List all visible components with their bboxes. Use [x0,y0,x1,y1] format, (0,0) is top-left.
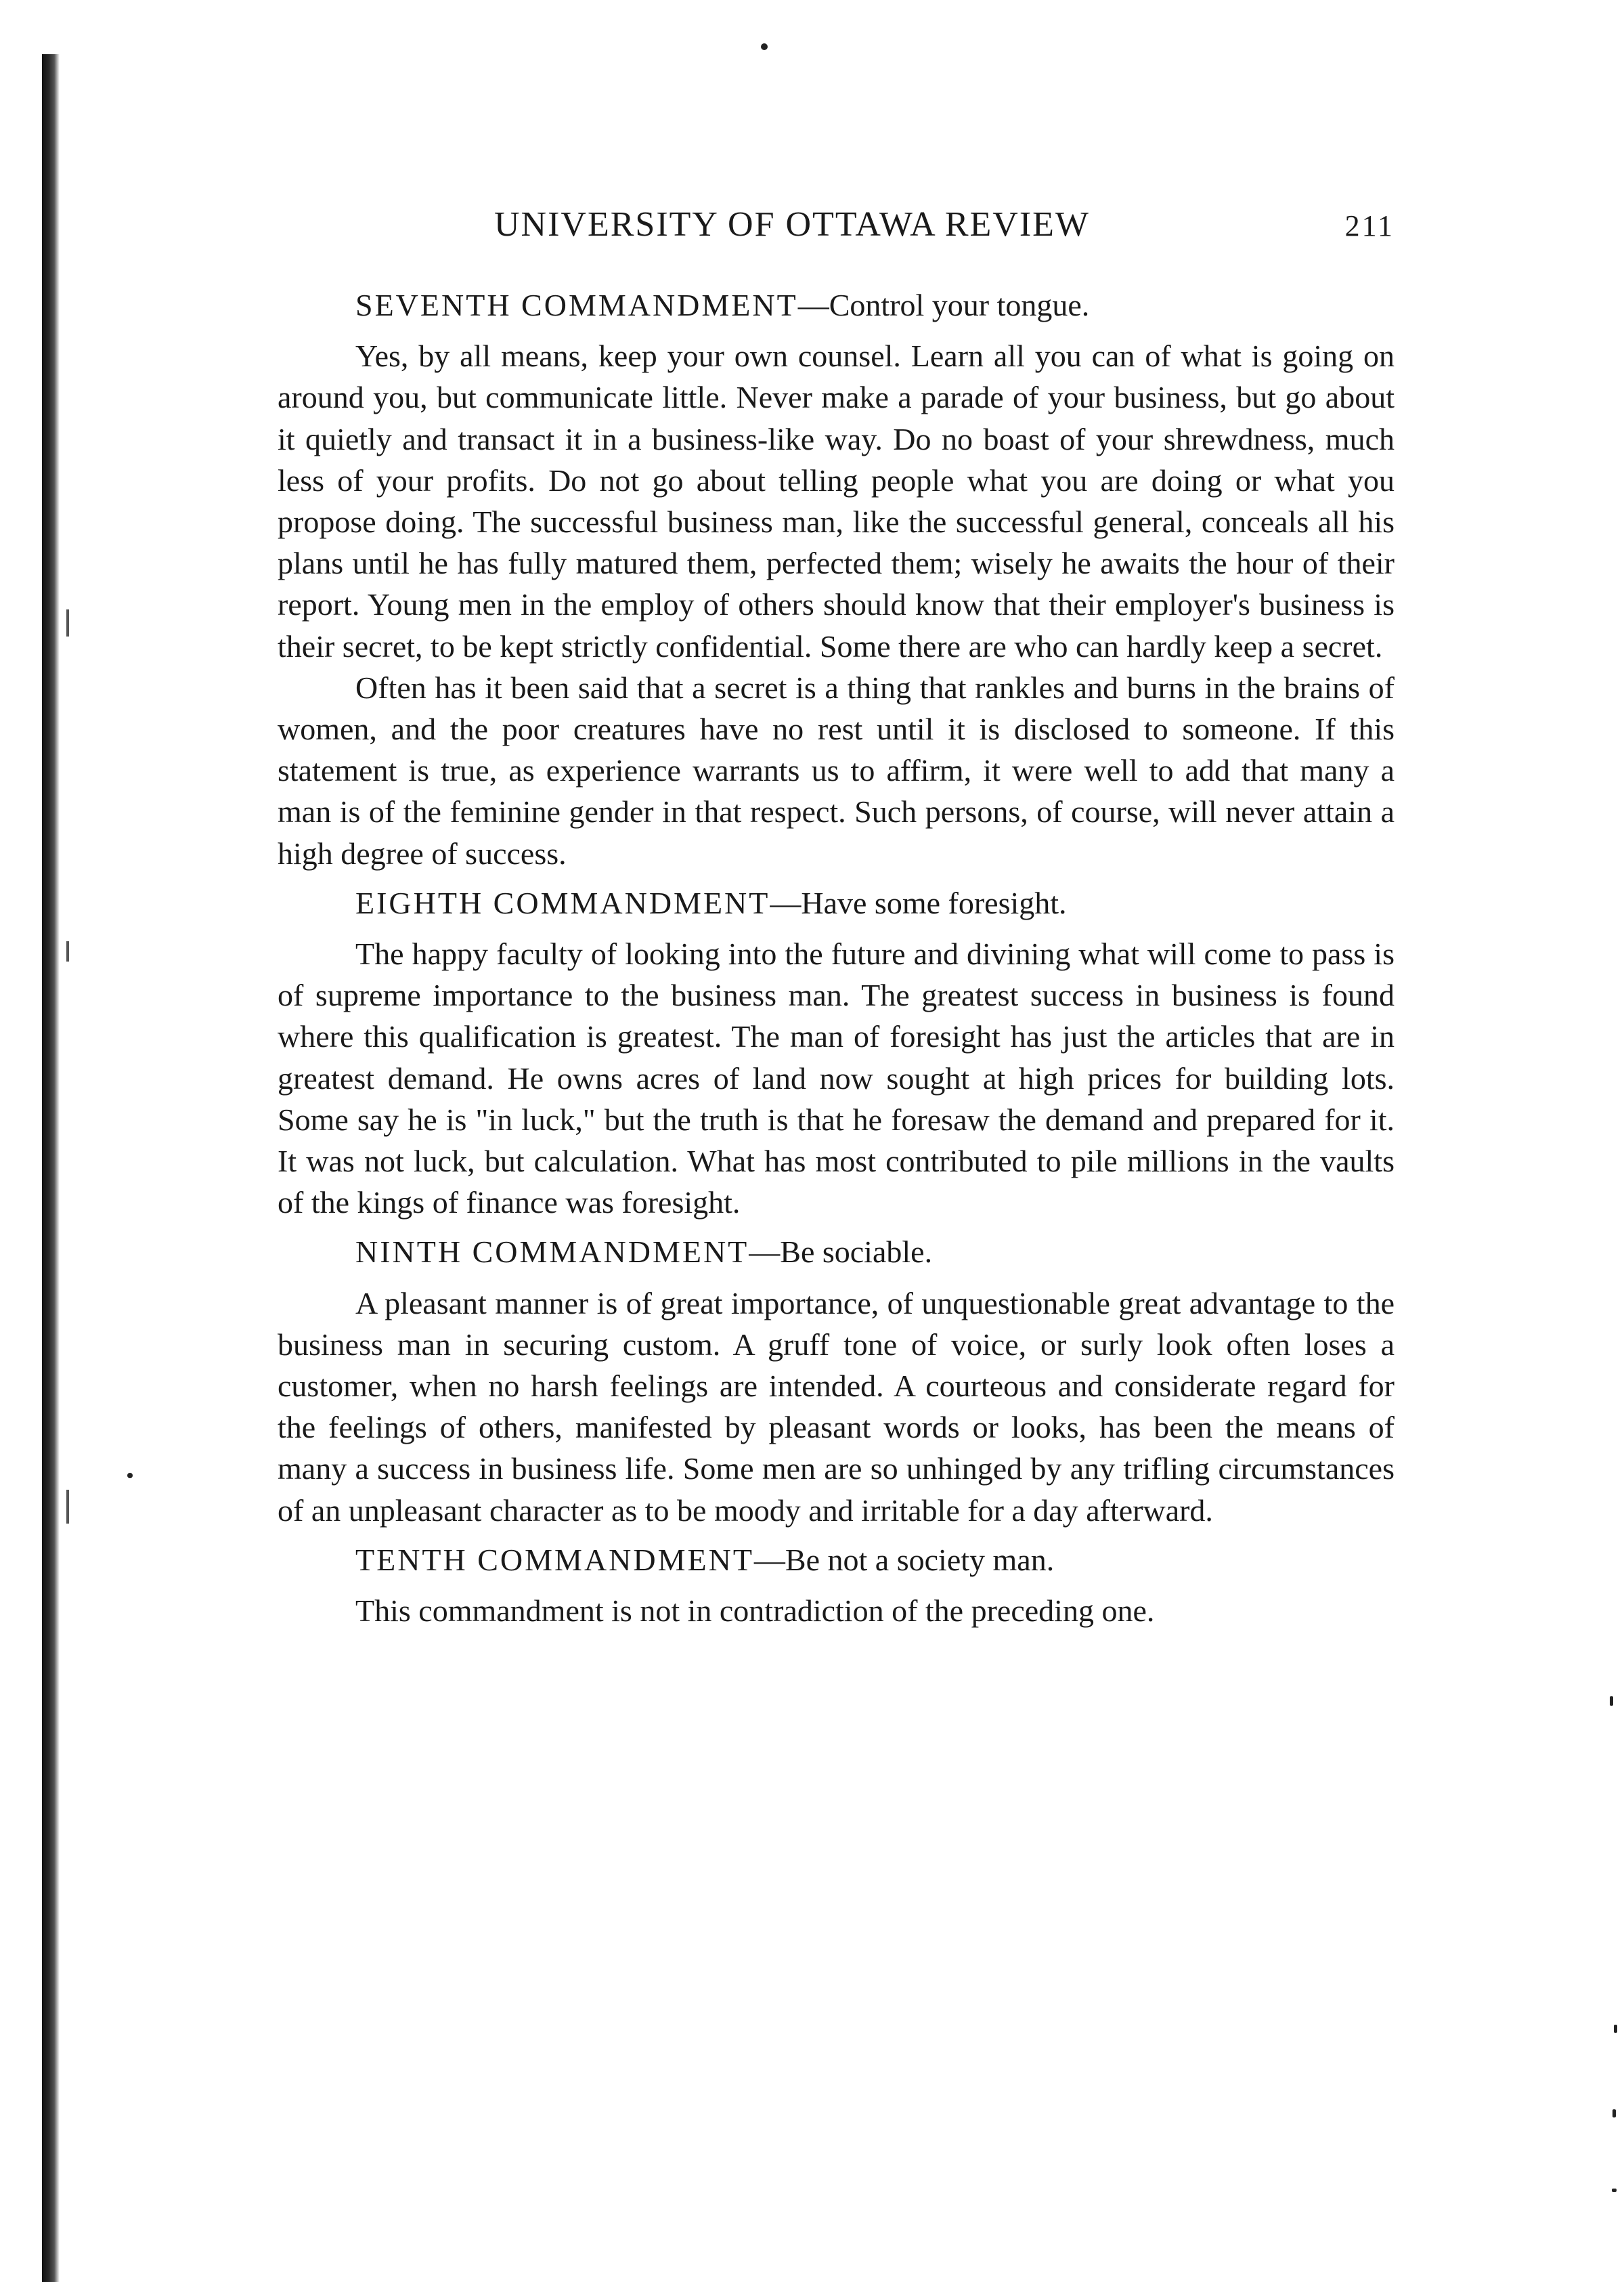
heading-text: —Be not a society man. [753,1542,1055,1577]
paragraph: A pleasant manner is of great importance, of unquestionable great advantage to the business man in securing custom. A gruff tone of voice, or surly look often loses a customer, when no harsh feelings are intended. A courteous and considerate regard for the feelings of others, manifested by pleasant words or looks, has been the means of many a success in business life. Some men are so unhinged by any trifling circumstances of an unpleasant character as to be moody and irritable for a day afterward. [278,1285,1395,1528]
journal-title: UNIVERSITY OF OTTAWA REVIEW [494,205,1090,244]
heading-caps: SEVENTH COMMANDMENT [355,288,798,322]
paragraph: Often has it been said that a secret is a thing that rankles and burns in the brains of women, and the poor creatures have no rest until it is disclosed to someone. If this statement is true, as experience warrants us to affirm, it were well to add that many a man is of the feminine gender in that respect. Such persons, of course, will never attain a high degree of success. [278,670,1395,871]
stray-mark [127,1473,133,1478]
heading-caps: EIGHTH COMMANDMENT [355,885,770,920]
paragraph: The happy faculty of looking into the future and divining what will come to pass is of supreme importance to the business man. The greatest success in business is found where this qualification is greatest. The man of foresight has just the articles that are in greatest demand. He owns acres of land now sought at high prices for building lots. Some say he is "in luck," but the truth is that he foresaw the demand and prepared for it. It was not luck, but calculation. What has most contributed to pile millions in the vaults of the kings of finance was foresight. [278,937,1395,1220]
section-heading-seventh [278,284,1395,326]
heading-text: —Control your tongue. [797,288,1090,322]
stray-mark [1614,2025,1617,2033]
binding-speck [66,941,69,962]
section-heading-ninth [278,1231,1395,1272]
article-body [278,284,1395,1631]
paragraph: This commandment is not in contradiction of the preceding one. [355,1593,1155,1629]
stray-mark [1612,2189,1617,2192]
running-header [494,204,1395,265]
page-number: 211 [1344,209,1395,242]
page-binding-edge [42,54,60,2282]
section-heading-eighth [278,882,1395,924]
binding-speck [66,1490,69,1524]
heading-caps: NINTH COMMANDMENT [355,1234,749,1270]
section-heading-tenth [278,1539,1395,1580]
heading-caps: TENTH COMMANDMENT [355,1542,754,1577]
heading-text: —Have some foresight. [770,885,1067,920]
stray-mark [1612,2109,1616,2117]
stray-mark [1610,1696,1613,1706]
paragraph: Yes, by all means, keep your own counsel. Learn all you can of what is going on around you, but communicate little. Never make a parade of your business, but go about it quietly and transact it in a business-like way. Do no boast of your shrewdness, much less of your profits. Do not go about telling people what you are doing or what you propose doing. The successful business man, like the successful general, conceals all his plans until he has fully matured them, perfected them; wisely he awaits the hour of their report. Young men in the employ of others should know that their employer's business is their secret, to be kept strictly confidential. Some there are who can hardly keep a secret. [278,339,1395,664]
binding-speck [66,609,69,637]
stray-mark [761,43,768,50]
heading-text: —Be sociable. [749,1234,933,1270]
